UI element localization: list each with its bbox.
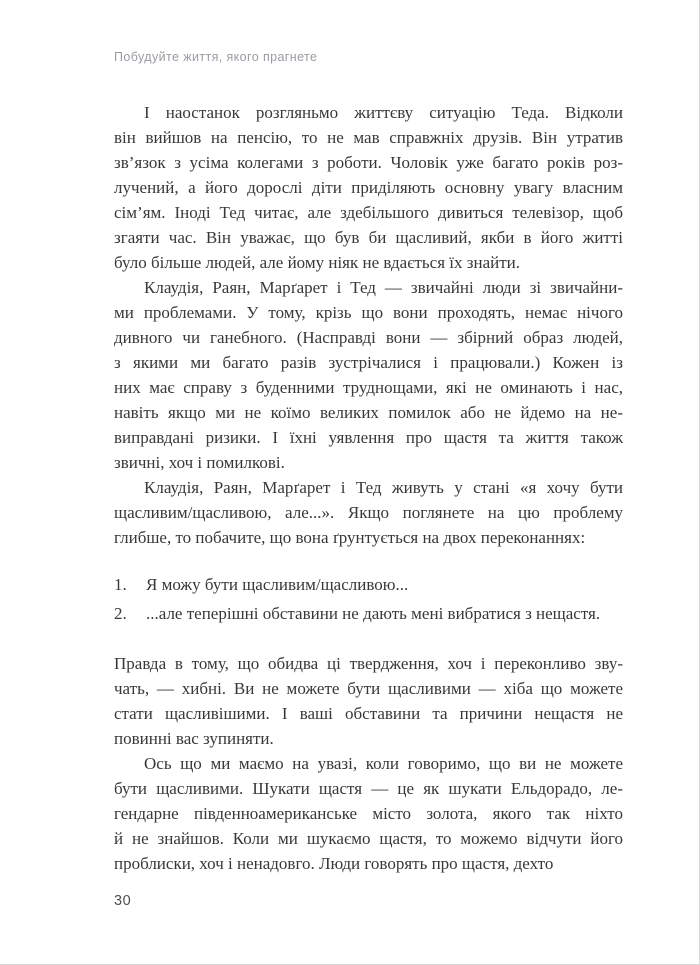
paragraph xyxy=(114,751,623,876)
text-line: Ось що ми маємо на увазі, коли говоримо, що ви не можете xyxy=(144,754,623,773)
text-block xyxy=(114,100,623,876)
text-line: чать, — хибні. Ви не можете бути щасливими — хіба що можете xyxy=(114,679,623,698)
paragraph xyxy=(114,475,623,550)
text-line: згаяти час. Він уважає, що був би щасливий, якби в його житті xyxy=(114,228,623,247)
running-header: Побудуйте життя, якого прагнете xyxy=(114,50,318,64)
text-line: дивного чи ганебного. (Насправді вони — збірний образ людей, xyxy=(114,328,623,347)
paragraph xyxy=(114,275,623,475)
text-line: Правда в тому, що обидва ці твердження, хоч і переконливо зву- xyxy=(114,654,623,673)
text-line: І наостанок розгляньмо життєву ситуацію Теда. Відколи xyxy=(144,103,623,122)
text-line: було більше людей, але йому ніяк не вдається їх знайти. xyxy=(114,253,520,272)
list-item-number: 1. xyxy=(114,575,127,594)
paragraph xyxy=(114,100,623,275)
text-line: Клаудія, Раян, Марґарет і Тед — звичайні люди зі звичайни- xyxy=(144,278,623,297)
list-item-text: Я можу бути щасливим/щасливою... xyxy=(146,575,409,594)
text-line: зв’язок з усіма колегами з роботи. Чоловік уже багато років роз- xyxy=(114,153,623,172)
text-line: щасливим/щасливою, але...». Якщо поглянете на цю проблему xyxy=(114,503,623,522)
text-line: проблиски, хоч і ненадовго. Люди говорять про щастя, дехто xyxy=(114,854,554,873)
list-item xyxy=(114,572,623,597)
list-item xyxy=(114,601,623,626)
text-line: звичні, хоч і помилкові. xyxy=(114,453,285,472)
text-line: повинні вас зупиняти. xyxy=(114,729,274,748)
text-line: Клаудія, Раян, Марґарет і Тед живуть у стані «я хочу бути xyxy=(144,478,623,497)
text-line: він вийшов на пенсію, то не мав справжніх друзів. Він утратив xyxy=(114,128,623,147)
text-line: сім’ям. Іноді Тед читає, але здебільшого дивиться телевізор, щоб xyxy=(114,203,623,222)
text-line: з якими ми багато разів зустрічалися і працювали.) Кожен із xyxy=(114,353,623,372)
text-line: глибше, то побачите, що вона ґрунтується на двох переконаннях: xyxy=(114,528,586,547)
text-line: лучений, а його дорослі діти приділяють основну увагу власним xyxy=(114,178,623,197)
text-line: гендарне південноамериканське місто золота, якого так ніхто xyxy=(114,804,623,823)
numbered-list xyxy=(114,572,623,626)
text-line: й не знайшов. Коли ми шукаємо щастя, то можемо відчути його xyxy=(114,829,623,848)
text-line: стати щасливішими. І ваші обставини та причини нещастя не xyxy=(114,704,623,723)
list-item-number: 2. xyxy=(114,604,127,623)
list-item-text: ...але теперішні обставини не дають мені вибратися з нещастя. xyxy=(146,604,601,623)
paragraph xyxy=(114,651,623,751)
text-line: ми проблемами. У тому, крізь що вони проходять, немає нічого xyxy=(114,303,623,322)
text-line: них має справу з буденними труднощами, які не оминають і нас, xyxy=(114,378,623,397)
text-line: навіть якщо ми не коїмо великих помилок або не йдемо на не- xyxy=(114,403,623,422)
page-number: 30 xyxy=(114,893,132,909)
text-line: бути щасливими. Шукати щастя — це як шукати Ельдорадо, ле- xyxy=(114,779,623,798)
text-line: виправдані ризики. І їхні уявлення про щастя та життя також xyxy=(114,428,623,447)
